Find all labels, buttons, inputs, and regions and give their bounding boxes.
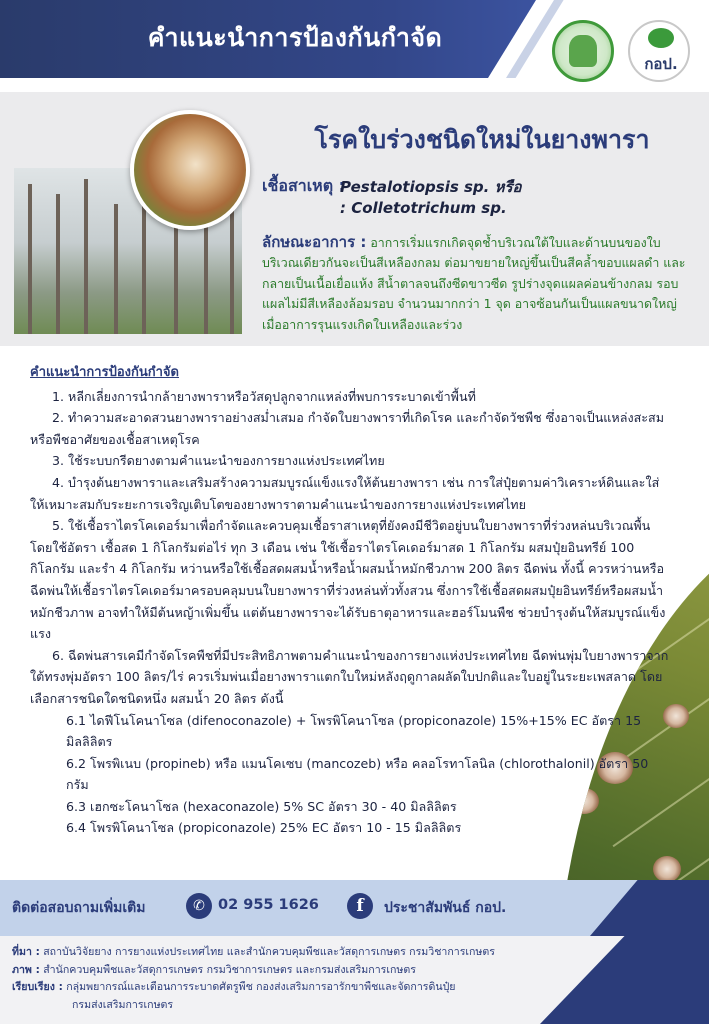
chemical-item: 6.4 โพรพิโคนาโซล (propiconazole) 25% EC อัตรา 10 - 15 มิลลิลิตร	[66, 820, 462, 836]
disease-title: โรคใบร่วงชนิดใหม่ในยางพารา	[314, 125, 650, 154]
chemical-item: 6.1 ไดฟีโนโคนาโซล (difenoconazole) + โพรพิโคนาโซล (propiconazole) 15%+15% EC อัตรา 15 มิลลิลิตร	[66, 712, 642, 750]
facebook-page-link[interactable]: ประชาสัมพันธ์ กอป.	[384, 900, 507, 916]
tree-icon	[648, 28, 674, 48]
facebook-icon[interactable]: f	[347, 893, 373, 919]
list-item: 2. ทำความสะอาดสวนยางพาราอย่างสม่ำเสมอ กำจัดใบยางพาราที่เกิดโรค และกำจัดวัชพืช ซึ่งอาจเป็นแหล่งสะสมหรือพืชอาศัยของเชื้อสาเหตุโรค	[30, 410, 665, 447]
image-credit: ภาพ : สำนักควบคุมพืชและวัสดุการเกษตร กรมวิชาการเกษตร และกรมส่งเสริมการเกษตร	[12, 963, 416, 976]
seal-icon	[569, 35, 597, 67]
phone-number[interactable]: 02 955 1626	[218, 897, 319, 913]
cause-pathogen-2: : Colletotrichum sp.	[340, 199, 507, 217]
symptom-label: ลักษณะอาการ :	[262, 233, 367, 251]
compiled-credit-line-2: กรมส่งเสริมการเกษตร	[72, 998, 174, 1011]
symptom-text: อาการเริ่มแรกเกิดจุดช้ำบริเวณใต้ใบและด้านบนของใบบริเวณเดียวกันจะเป็นสีเหลืองกลม ต่อมาขยายใหญ่ขึ้นเป็นสีคล้ำขอบแผลดำ และกลายเป็นเนื้อเยื่อแห้ง สีน้ำตาลจนถึงซีดขาวซีด รูปร่างจุดแผลค่อนข้างกลม รอบแผลไม่มีสีเหลืองล้อมรอบ จำนวนมากกว่า 1 จุด อาจซ้อนกันเป็นแผลขนาดใหญ่ เมื่ออาการรุนแรงเกิดใบเหลืองและร่วง	[262, 235, 686, 332]
compiled-credit: เรียบเรียง : กลุ่มพยากรณ์และเตือนการระบาดศัตรูพืช กองส่งเสริมการอารักขาพืชและจัดการดินปุ๋ย	[12, 981, 456, 993]
list-item: 6. ฉีดพ่นสารเคมีกำจัดโรคพืชที่มีประสิทธิภาพตามคำแนะนำของการยางแห่งประเทศไทย ฉีดพ่นพุ่มใบยางพาราจากใต้ทรงพุ่มอัตรา 100 ลิตร/ไร่ ควรเริ่มพ่นเมื่อยางพาราแตกใบใหม่หลังฤดูกาลผลัดใบปกติและใบอยู่ในระยะเพสลาด โดยเลือกสารชนิดใดชนิดหนึ่ง ผสมน้ำ 20 ลิตร ดังนี้	[30, 647, 669, 706]
chemical-item: 6.3 เฮกซะโคนาโซล (hexaconazole) 5% SC อัตรา 30 - 40 มิลลิลิตร	[66, 798, 457, 814]
leaf-lesion-photo	[130, 110, 250, 230]
doa-seal-logo	[552, 20, 614, 82]
cause-pathogen-1: Pestalotiopsis sp. หรือ	[340, 178, 522, 196]
list-item: 1. หลีกเลี่ยงการนำกล้ายางพาราหรือวัสดุปลูกจากแหล่งที่พบการระบาดเข้าพื้นที่	[52, 388, 476, 404]
cause-label: เชื้อสาเหตุ :	[262, 176, 346, 195]
symptom-block	[262, 232, 694, 335]
footer-credits	[12, 944, 572, 1014]
list-item: 5. ใช้เชื้อราไตรโคเดอร์มาเพื่อกำจัดและควบคุมเชื้อราสาเหตุที่ยังคงมีชีวิตอยู่บนใบยางพาราที่ร่วงหล่นบริเวณพื้น โดยใช้อัตรา เชื้อสด 1 กิโลกรัมต่อไร่ ทุก 3 เดือน เช่น ใช้เชื้อราไตรโคเดอร์มาสด 1 กิโลกรัม ผสมปุ๋ยอินทรีย์ 100 กิโลกรัม และรำ 4 กิโลกรัม หว่านหรือใช้เชื้อสดผสมน้ำหรือน้ำผสมน้ำหมักชีวภาพ 200 ลิตร ฉีดพ่น ทั้งนี้ ควรหว่านหรือฉีดพ่นให้เชื้อราไตรโคเดอร์มาครอบคลุมบนใบยางพาราที่ร่วงหล่นทั่วทั้งสวน ซึ่งการใช้เชื้อสดผสมปุ๋ยอินทรีย์หรือผสมน้ำหมักชีวภาพ อาจทำให้มีต้นหญ้าเพิ่มขึ้น แต่ต้นยางพาราจะได้รับธาตุอาหารและฮอร์โมนพืช ช่วยบำรุงต้นให้สมบูรณ์แข็งแรง	[30, 518, 666, 642]
recommendations-heading: คำแนะนำการป้องกันกำจัด	[30, 365, 179, 380]
recommendations	[30, 362, 670, 839]
header	[0, 0, 709, 92]
list-item: 3. ใช้ระบบกรีดยางตามคำแนะนำของการยางแห่งประเทศไทย	[52, 453, 385, 469]
contact-label: ติดต่อสอบถามเพิ่มเติม	[12, 900, 146, 916]
list-item: 4. บำรุงต้นยางพาราและเสริมสร้างความสมบูรณ์แข็งแรงให้ต้นยางพารา เช่น การใส่ปุ๋ยตามค่าวิเคราะห์ดินและใส่ให้เหมาะสมกับระยะการเจริญเติบโตของยางพาราตามคำแนะนำของการยางแห่งประเทศไทย	[30, 474, 660, 512]
kop-logo-text: กอป.	[644, 55, 678, 73]
source-credit: ที่มา : สถาบันวิจัยยาง การยางแห่งประเทศไทย และสำนักควบคุมพืชและวัสดุการเกษตร กรมวิชาการเกษตร	[12, 946, 495, 958]
kop-logo	[628, 20, 690, 82]
phone-icon[interactable]: ✆	[186, 893, 212, 919]
chemical-item: 6.2 โพรพิเนบ (propineb) หรือ แมนโคเซบ (mancozeb) หรือ คลอโรทาโลนิล (chlorothalonil) อัตรา 50 กรัม	[66, 755, 649, 793]
page-title: คำแนะนำการป้องกันกำจัด	[147, 23, 443, 52]
